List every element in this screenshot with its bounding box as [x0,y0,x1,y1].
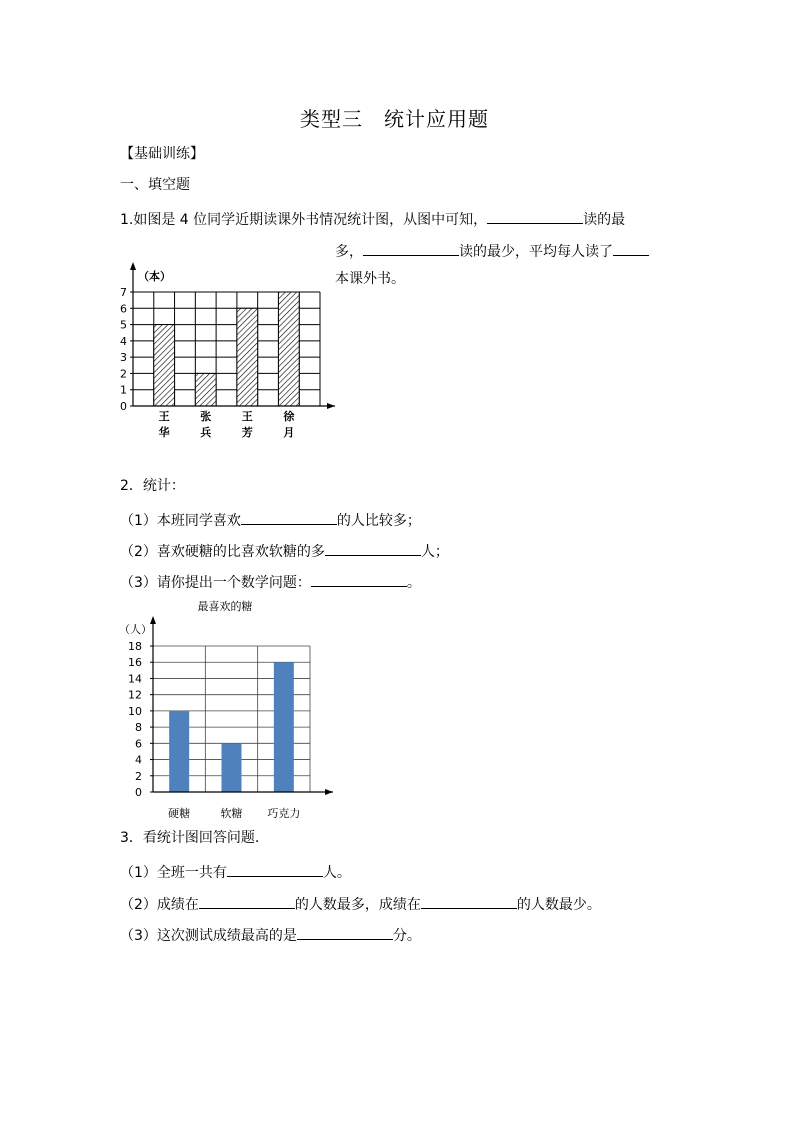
q3-s1-pre: （1）全班一共有 [120,865,227,881]
bar-硬糖 [169,711,189,792]
q2-s3-post: 。 [406,575,421,591]
y-axis-label: （人） [119,623,152,636]
y-tick-label: 1 [120,383,127,397]
x-tick-label: 张 [200,410,212,423]
q3-s3-pre: （3）这次测试成绩最高的是 [120,928,297,944]
y-tick-label: 2 [135,769,142,783]
part-label: 一、填空题 [120,177,190,193]
q3-blank-most-range[interactable] [199,894,295,909]
y-tick-label: 4 [120,334,127,348]
q1-line1-pre: 1.如图是 4 位同学近期读课外书情况统计图，从图中可知， [120,212,488,228]
q3-s2-mid: 的人数最多，成绩在 [294,897,421,913]
q3-blank-least-range[interactable] [421,894,517,909]
q2-s2-pre: （2）喜欢硬糖的比喜欢软糖的多 [120,544,325,560]
q2-heading: 2．统计： [120,478,185,494]
y-tick-label: 7 [120,286,127,299]
q2-s1-pre: （1）本班同学喜欢 [120,513,241,529]
section-label: 【基础训练】 [120,146,204,162]
page-title: 类型三 统计应用题 [300,107,489,131]
bar-巧克力 [274,662,294,792]
q3-s2-post: 的人数最少。 [516,897,601,913]
y-tick-label: 5 [120,318,127,332]
x-axis-arrow-icon [325,789,333,795]
y-tick-label: 6 [120,302,127,316]
q3-blank-total[interactable] [227,862,323,877]
bar-软糖 [222,743,242,792]
q3-s3-post: 分。 [392,928,421,944]
y-tick-label: 6 [135,737,142,751]
q2-s1-post: 的人比较多； [336,513,421,529]
y-tick-label: 14 [128,672,142,686]
q1-line2-mid: 读的最少，平均每人读了 [459,244,613,260]
y-tick-label: 3 [120,351,127,365]
y-tick-label: 8 [135,721,142,735]
y-tick-label: 18 [128,640,142,653]
x-tick-label: 硬糖 [168,807,191,820]
q3-s3 [120,925,421,943]
x-tick-label: 王 [241,410,253,423]
x-tick-label: 华 [158,426,170,439]
q1-line1-post: 读的最 [583,212,626,228]
y-tick-label: 0 [120,400,127,413]
y-tick-label: 10 [128,704,142,718]
q2-s3-pre: （3）请你提出一个数学问题： [120,575,311,591]
y-tick-label: 2 [120,367,127,381]
y-tick-label: 0 [135,786,142,799]
q3-s2-pre: （2）成绩在 [120,897,199,913]
y-tick-label: 16 [128,656,142,670]
x-tick-label: 芳 [241,426,253,439]
q3-s1 [120,862,351,880]
chart-title: 最喜欢的糖 [197,600,253,613]
y-tick-label: 4 [135,753,142,767]
x-tick-label: 兵 [200,426,212,439]
x-tick-label: 月 [283,426,295,439]
q3-blank-top-score[interactable] [297,925,393,940]
y-axis-label: （本） [138,270,171,283]
x-tick-label: 软糖 [220,807,243,820]
q3-heading: 3．看统计图回答问题. [120,830,260,846]
x-tick-label: 徐 [283,410,295,423]
x-tick-label: 王 [158,410,170,423]
q3-s2 [120,894,601,912]
q3-s1-post: 人。 [322,865,351,881]
q1-line2-pre: 多， [335,244,363,260]
q1-line3: 本课外书。 [335,271,405,287]
y-tick-label: 12 [128,688,142,702]
x-tick-label: 巧克力 [267,807,301,820]
q2-s2-post: 人； [420,544,449,560]
